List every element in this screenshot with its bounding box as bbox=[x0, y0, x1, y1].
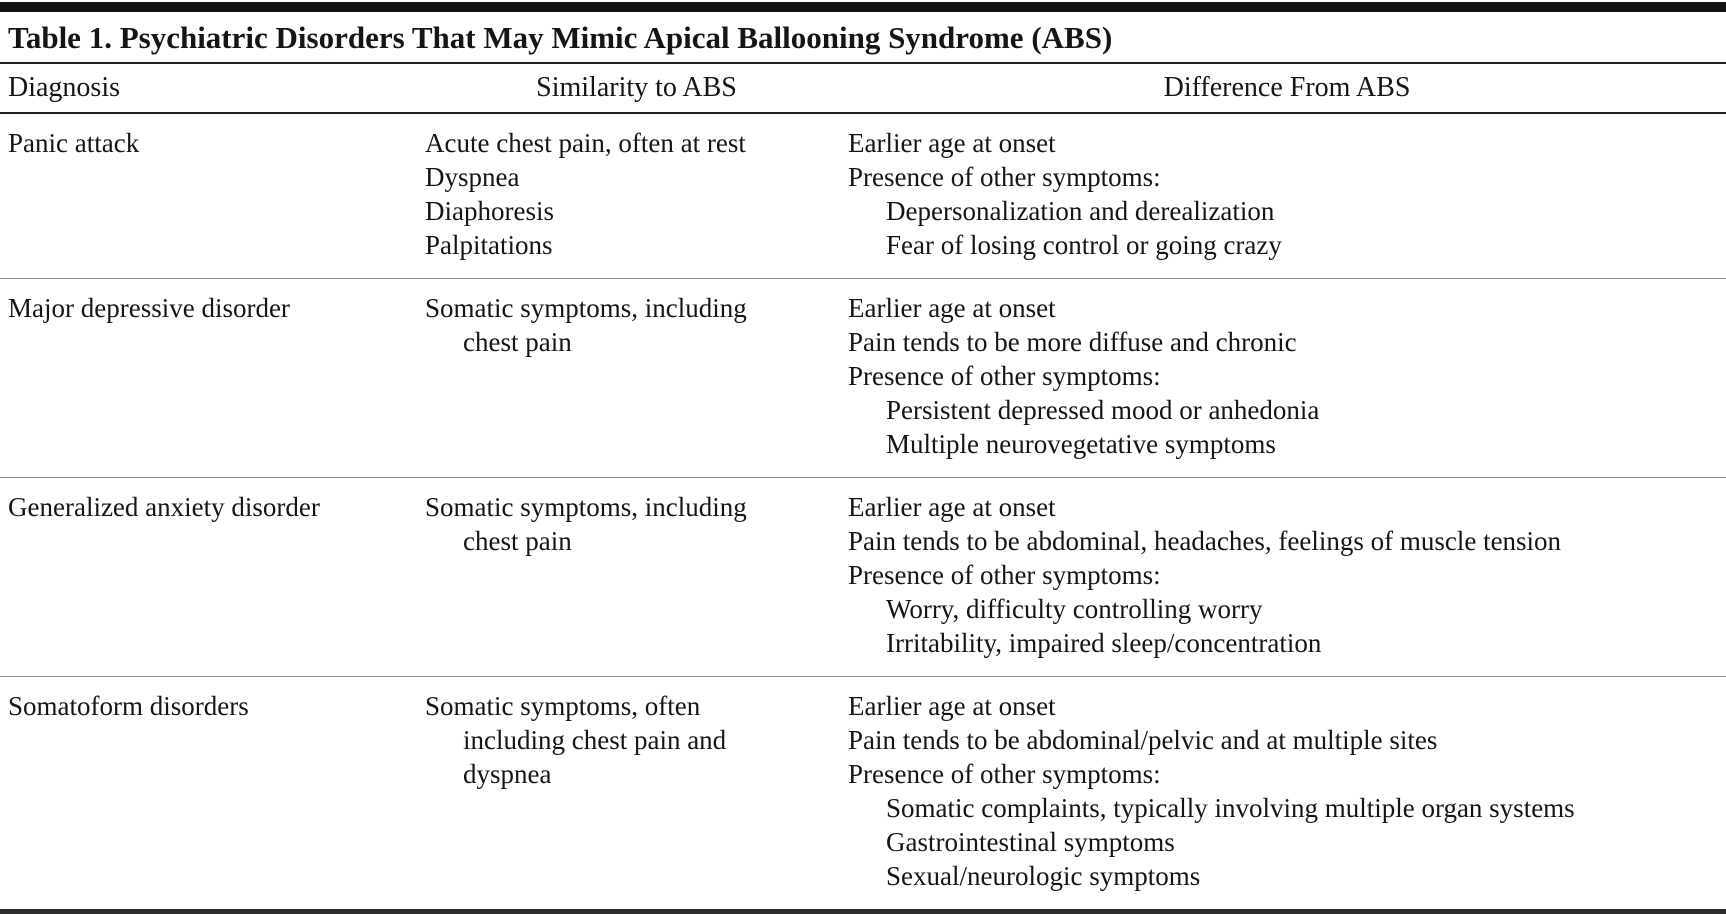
cell-line: Presence of other symptoms: bbox=[848, 560, 1161, 590]
table-bottom-rule bbox=[0, 909, 1726, 914]
cell-line: Fear of losing control or going crazy bbox=[886, 230, 1282, 260]
cell-line: Worry, difficulty controlling worry bbox=[886, 594, 1263, 624]
table-top-rule bbox=[0, 2, 1726, 12]
cell-line: Somatic complaints, typically involving multiple organ systems bbox=[886, 793, 1575, 823]
cell-line: Somatic symptoms, including bbox=[425, 293, 747, 323]
similarity-cell bbox=[425, 689, 848, 893]
cell-line: including chest pain and bbox=[463, 725, 727, 755]
table-row bbox=[0, 278, 1726, 477]
cell-line: Pain tends to be abdominal, headaches, feelings of muscle tension bbox=[848, 526, 1562, 556]
table-row bbox=[0, 676, 1726, 909]
difference-cell bbox=[848, 291, 1726, 461]
cell-line: Pain tends to be abdominal/pelvic and at multiple sites bbox=[848, 725, 1438, 755]
difference-cell bbox=[848, 689, 1726, 893]
cell-line: chest pain bbox=[463, 526, 572, 556]
cell-line: Persistent depressed mood or anhedonia bbox=[886, 395, 1320, 425]
column-header-diagnosis: Diagnosis bbox=[8, 72, 120, 103]
cell-line: Irritability, impaired sleep/concentration bbox=[886, 628, 1322, 658]
cell-line: Dyspnea bbox=[425, 162, 520, 192]
diagnosis-cell: Panic attack bbox=[8, 128, 140, 158]
column-header-similarity: Similarity to ABS bbox=[536, 72, 737, 103]
cell-line: Diaphoresis bbox=[425, 196, 554, 226]
cell-line: Multiple neurovegetative symptoms bbox=[886, 429, 1276, 459]
cell-line: Palpitations bbox=[425, 230, 553, 260]
cell-line: Pain tends to be more diffuse and chronic bbox=[848, 327, 1297, 357]
cell-line: Earlier age at onset bbox=[848, 293, 1056, 323]
cell-line: Earlier age at onset bbox=[848, 128, 1056, 158]
similarity-cell bbox=[425, 291, 848, 461]
table-header-row bbox=[0, 64, 1726, 112]
cell-line: chest pain bbox=[463, 327, 572, 357]
diagnosis-cell: Somatoform disorders bbox=[8, 691, 249, 721]
cell-line: Somatic symptoms, often bbox=[425, 691, 701, 721]
table-title: Table 1. Psychiatric Disorders That May Mimic Apical Ballooning Syndrome (ABS) bbox=[8, 20, 1113, 55]
cell-line: Presence of other symptoms: bbox=[848, 759, 1161, 789]
cell-line: Earlier age at onset bbox=[848, 492, 1056, 522]
cell-line: Sexual/neurologic symptoms bbox=[886, 861, 1201, 891]
cell-line: Presence of other symptoms: bbox=[848, 361, 1161, 391]
cell-line: Acute chest pain, often at rest bbox=[425, 128, 746, 158]
difference-cell bbox=[848, 490, 1726, 660]
column-header-difference: Difference From ABS bbox=[1163, 72, 1411, 103]
cell-line: dyspnea bbox=[463, 759, 552, 789]
difference-cell bbox=[848, 126, 1726, 262]
similarity-cell bbox=[425, 490, 848, 660]
cell-line: Depersonalization and derealization bbox=[886, 196, 1275, 226]
cell-line: Presence of other symptoms: bbox=[848, 162, 1161, 192]
cell-line: Gastrointestinal symptoms bbox=[886, 827, 1175, 857]
diagnosis-cell: Major depressive disorder bbox=[8, 293, 290, 323]
table-row bbox=[0, 477, 1726, 676]
cell-line: Somatic symptoms, including bbox=[425, 492, 747, 522]
similarity-cell bbox=[425, 126, 848, 262]
cell-line: Earlier age at onset bbox=[848, 691, 1056, 721]
diagnosis-cell: Generalized anxiety disorder bbox=[8, 492, 320, 522]
table-body bbox=[0, 114, 1726, 909]
table-row bbox=[0, 114, 1726, 278]
